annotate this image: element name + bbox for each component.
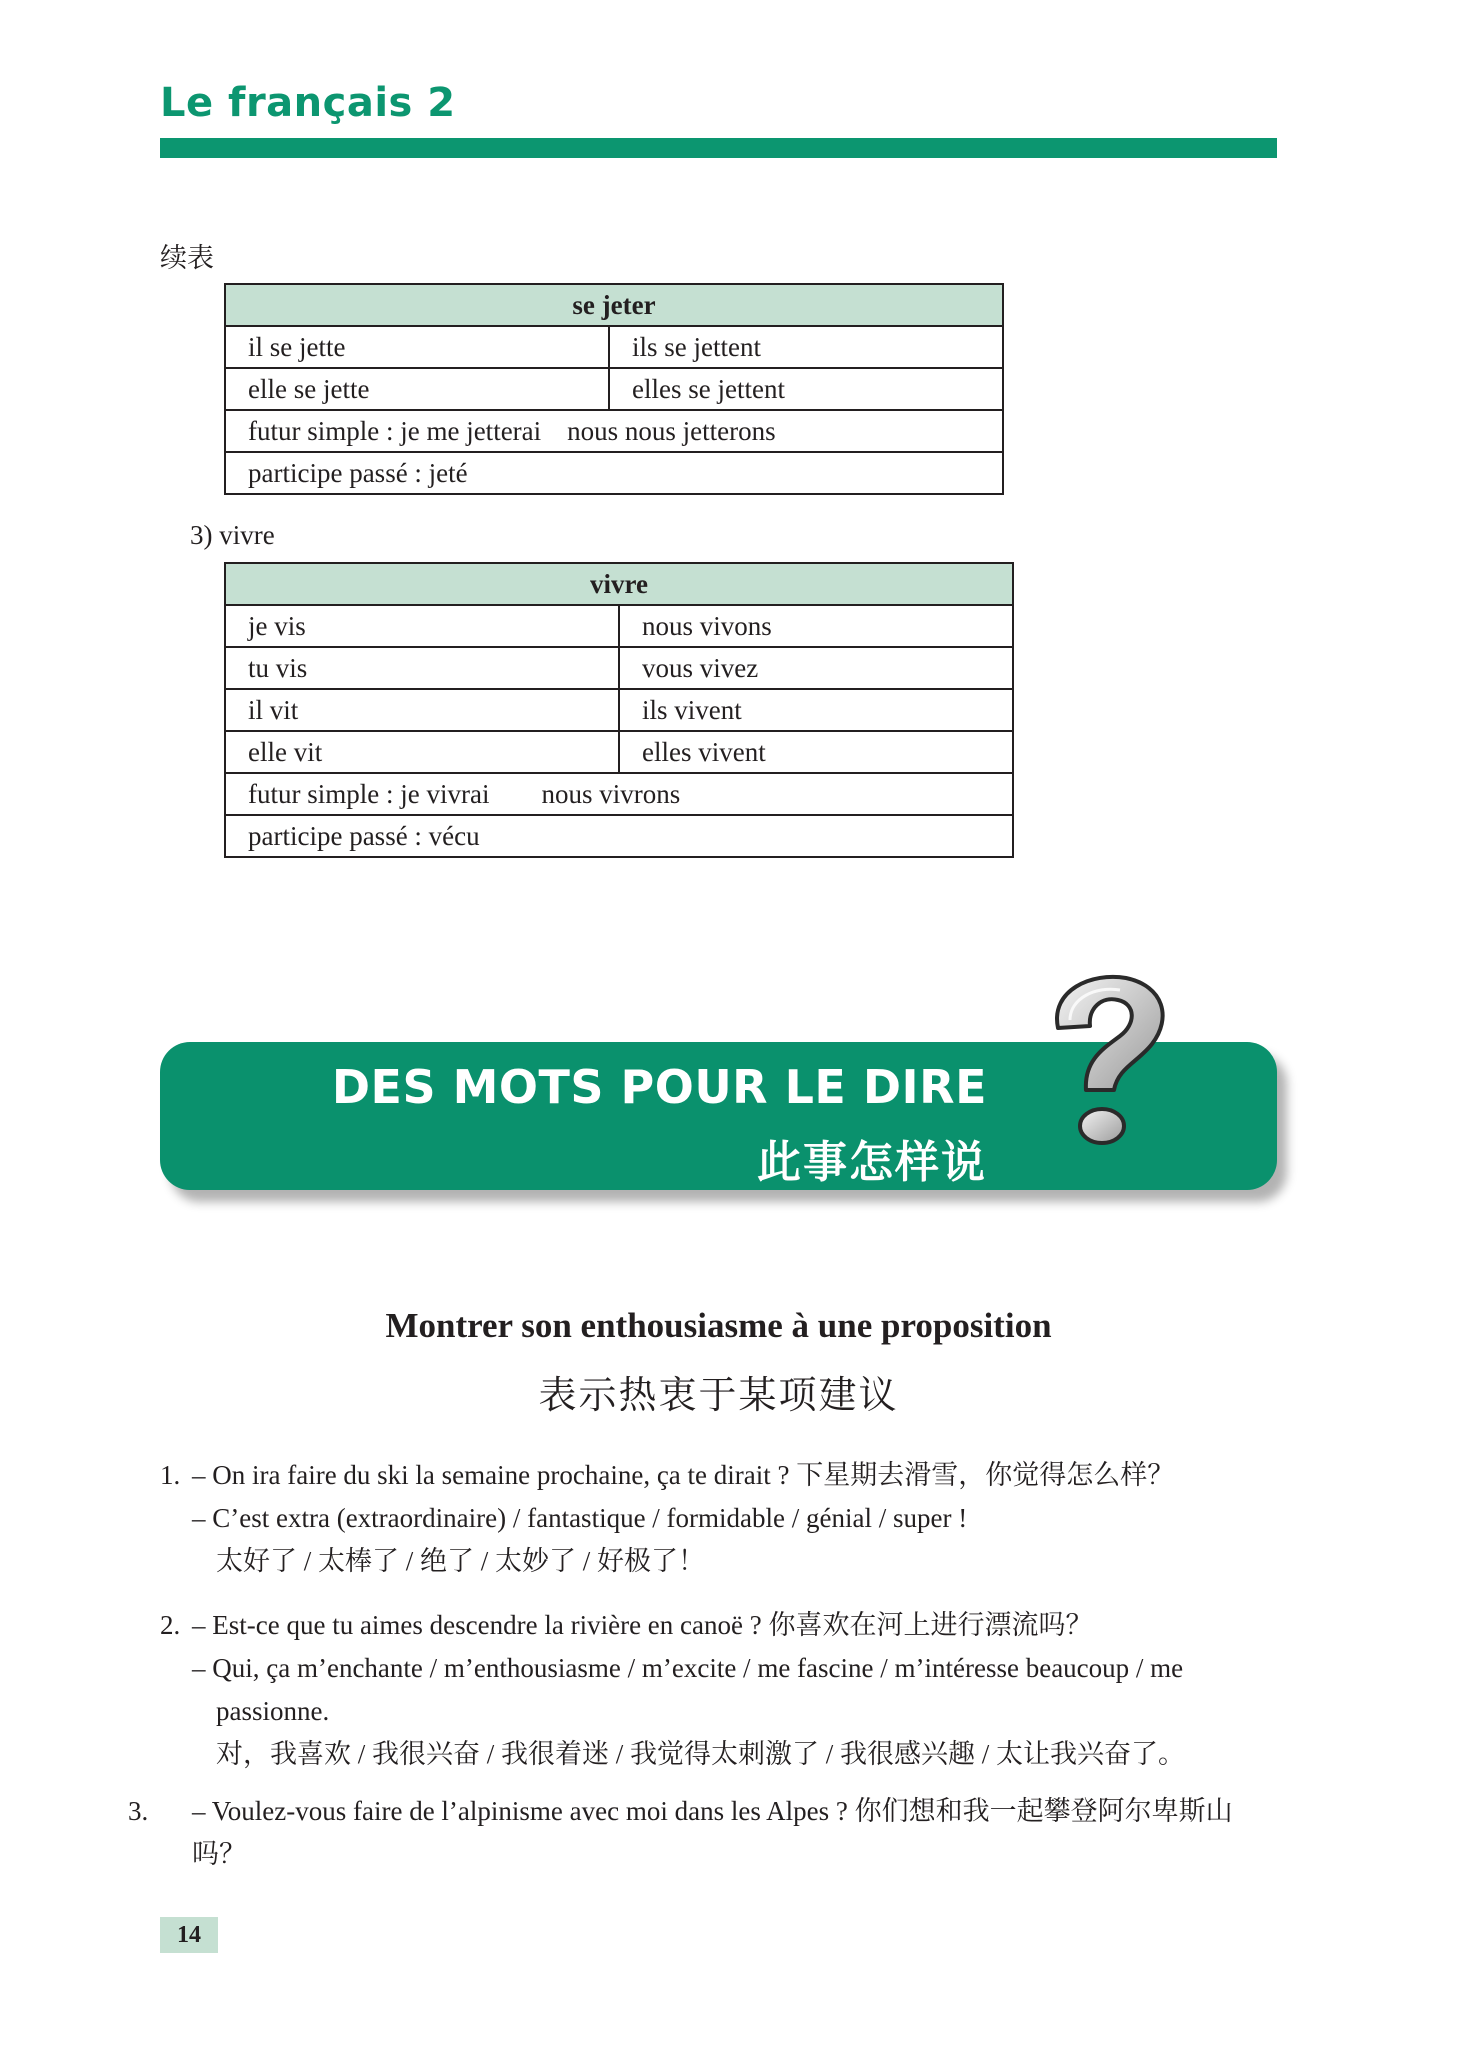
dialog-answer: – Qui, ça m’enchante / m’enthousiasme / m’excite / me fascine / m’intéresse beaucoup / me passionne. — [192, 1653, 1184, 1726]
dialog-translation: 太好了 / 太棒了 / 绝了 / 太妙了 / 好极了！ — [216, 1546, 706, 1576]
futur-simple-row — [225, 773, 1013, 815]
table-heading: se jeter — [225, 284, 1003, 326]
table-cell: ils vivent — [619, 689, 1013, 731]
question-mark-icon — [1040, 968, 1180, 1153]
banner-title-fr: DES MOTS POUR LE DIRE — [331, 1060, 987, 1114]
dialog-number: 1. — [160, 1460, 181, 1490]
table-cell: nous vivons — [619, 605, 1013, 647]
dialog-answer: – C’est extra (extraordinaire) / fantastique / formidable / génial / super ! — [192, 1503, 968, 1533]
participe-passe-row: participe passé : vécu — [225, 815, 1013, 857]
futur-label: futur simple : je vivrai — [248, 778, 490, 809]
continued-table-label: 续表 — [160, 243, 214, 273]
futur-plural: nous vivrons — [541, 778, 681, 809]
table-cell: il vit — [225, 689, 619, 731]
dialog-question: – Voulez-vous faire de l’alpinisme avec moi dans les Alpes ? 你们想和我一起攀登阿尔卑斯山吗？ — [192, 1796, 1233, 1869]
dialog-3 — [128, 1790, 1277, 1876]
conjugation-table-se-jeter — [224, 283, 1004, 495]
section-title-zh: 表示热衷于某项建议 — [538, 1375, 899, 1417]
running-header-title: Le français 2 — [160, 80, 456, 126]
futur-simple-row — [225, 410, 1003, 452]
table-cell: elles vivent — [619, 731, 1013, 773]
participe-passe-row: participe passé : jeté — [225, 452, 1003, 494]
header-rule — [160, 138, 1277, 158]
table-cell: il se jette — [225, 326, 609, 368]
table-cell: ils se jettent — [609, 326, 1003, 368]
dialog-number: 2. — [160, 1610, 181, 1640]
vivre-label: 3) vivre — [190, 520, 275, 550]
table-cell: elle vit — [225, 731, 619, 773]
dialog-question: – On ira faire du ski la semaine prochaine, ça te dirait ? 下星期去滑雪，你觉得怎么样？ — [192, 1460, 1175, 1490]
futur-label: futur simple : je me jetterai — [248, 415, 542, 446]
table-cell: tu vis — [225, 647, 619, 689]
conjugation-table-vivre — [224, 562, 1014, 858]
dialog-number: 3. — [128, 1796, 149, 1826]
banner-title-zh: 此事怎样说 — [757, 1137, 987, 1188]
table-heading: vivre — [225, 563, 1013, 605]
section-title-fr: Montrer son enthousiasme à une proposition — [385, 1306, 1052, 1345]
futur-plural: nous nous jetterons — [567, 415, 776, 446]
dialog-1 — [160, 1454, 1277, 1583]
table-cell: vous vivez — [619, 647, 1013, 689]
dialog-question: – Est-ce que tu aimes descendre la rivière en canoë ? 你喜欢在河上进行漂流吗？ — [192, 1610, 1093, 1640]
table-cell: elles se jettent — [609, 368, 1003, 410]
page-number: 14 — [160, 1917, 218, 1953]
dialog-2 — [160, 1604, 1277, 1776]
table-cell: elle se jette — [225, 368, 609, 410]
dialog-translation: 对，我喜欢 / 我很兴奋 / 我很着迷 / 我觉得太刺激了 / 我很感兴趣 / 太让我兴奋了。 — [216, 1739, 1186, 1769]
table-cell: je vis — [225, 605, 619, 647]
